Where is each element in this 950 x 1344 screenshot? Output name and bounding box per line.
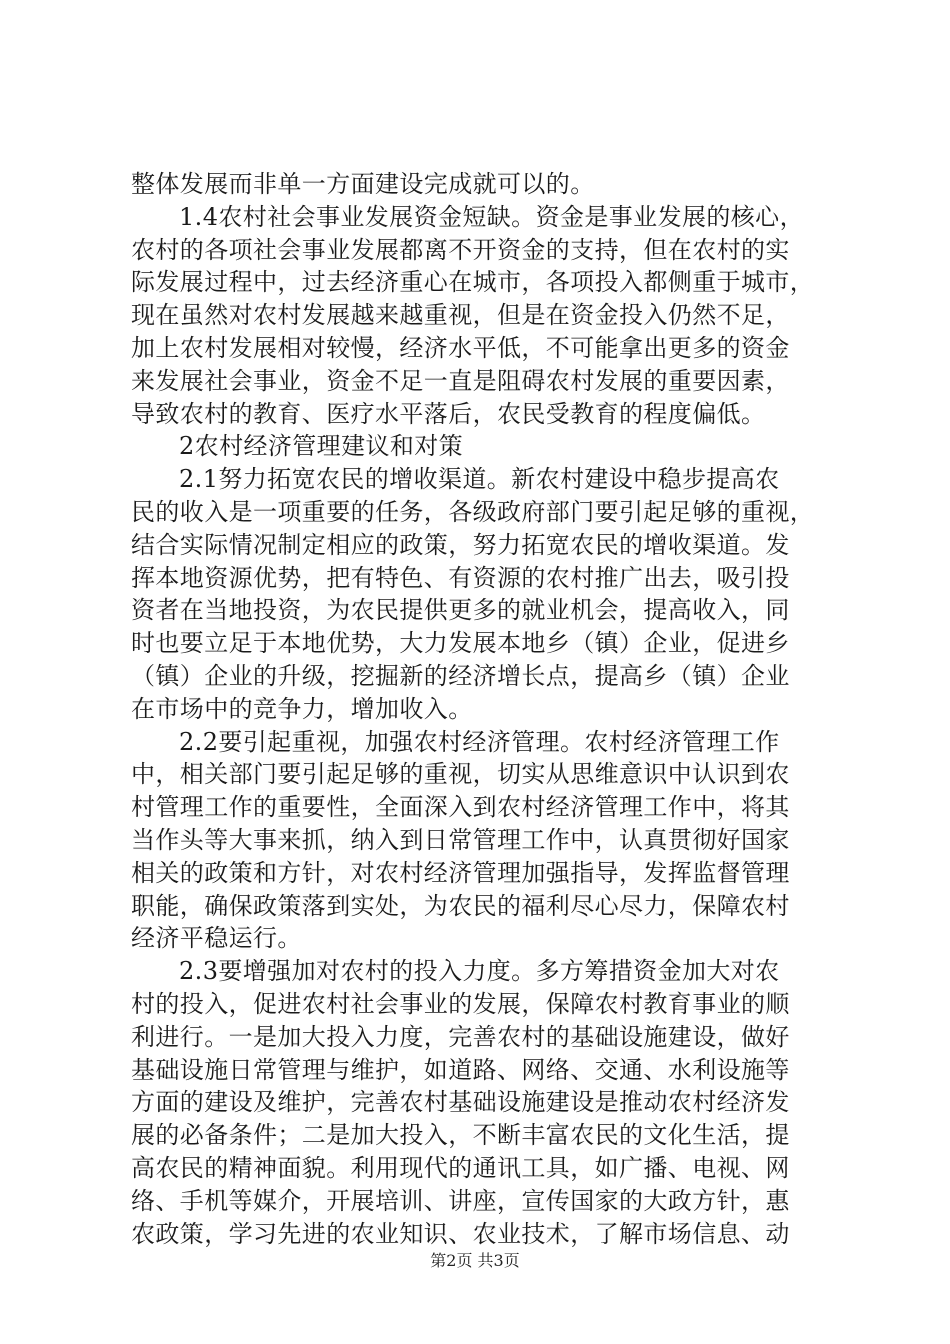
text-line: 导致农村的教育、医疗水平落后，农民受教育的程度偏低。 <box>131 399 766 428</box>
text-line: 经济平稳运行。 <box>131 924 302 953</box>
text-line: 际发展过程中，过去经济重心在城市，各项投入都侧重于城市， <box>131 268 815 297</box>
text-line: 农政策，学习先进的农业知识、农业技术，了解市场信息、动 <box>131 1219 790 1248</box>
text-line: 结合实际情况制定相应的政策，努力拓宽农民的增收渠道。发 <box>131 530 790 559</box>
text-line: 来发展社会事业，资金不足一直是阻碍农村发展的重要因素， <box>131 366 790 395</box>
text-line: 络、手机等媒介，开展培训、讲座，宣传国家的大政方针，惠 <box>131 1186 790 1215</box>
text-line: 整体发展而非单一方面建设完成就可以的。 <box>131 170 595 198</box>
text-line: 民的收入是一项重要的任务，各级政府部门要引起足够的重视， <box>131 497 815 526</box>
text-line: 2.3要增强加对农村的投入力度。多方筹措资金加大对农 <box>179 957 780 986</box>
text-line: 展的必备条件；二是加大投入，不断丰富农民的文化生活，提 <box>131 1121 790 1150</box>
text-line: 2.1努力拓宽农民的增收渠道。新农村建设中稳步提高农 <box>179 465 780 494</box>
text-line: 高农民的精神面貌。利用现代的通讯工具，如广播、电视、网 <box>131 1153 790 1182</box>
text-line: 村的投入，促进农村社会事业的发展，保障农村教育事业的顺 <box>131 989 790 1018</box>
text-line: 农村的各项社会事业发展都离不开资金的支持，但在农村的实 <box>131 235 790 264</box>
text-line: 2.2要引起重视，加强农村经济管理。农村经济管理工作 <box>179 727 780 756</box>
text-line: 挥本地资源优势，把有特色、有资源的农村推广出去，吸引投 <box>131 563 790 592</box>
text-line: 当作头等大事来抓，纳入到日常管理工作中，认真贯彻好国家 <box>131 825 790 854</box>
text-line: 职能，确保政策落到实处，为农民的福利尽心尽力，保障农村 <box>131 891 790 920</box>
text-line: 利进行。一是加大投入力度，完善农村的基础设施建设，做好 <box>131 1022 790 1051</box>
text-line: 现在虽然对农村发展越来越重视，但是在资金投入仍然不足， <box>131 301 790 330</box>
document-body <box>131 168 831 1250</box>
text-line: 相关的政策和方针，对农村经济管理加强指导，发挥监督管理 <box>131 858 790 887</box>
text-line: 村管理工作的重要性，全面深入到农村经济管理工作中，将其 <box>131 793 790 822</box>
text-line: 时也要立足于本地优势，大力发展本地乡（镇）企业，促进乡 <box>131 629 790 658</box>
text-line: 2农村经济管理建议和对策 <box>179 432 464 461</box>
text-line: 在市场中的竞争力，增加收入。 <box>131 694 473 723</box>
text-line: 中，相关部门要引起足够的重视，切实从思维意识中认识到农 <box>131 760 790 789</box>
text-line: 加上农村发展相对较慢，经济水平低，不可能拿出更多的资金 <box>131 333 790 362</box>
text-line: 方面的建设及维护，完善农村基础设施建设是推动农村经济发 <box>131 1088 790 1117</box>
text-line: （镇）企业的升级，挖掘新的经济增长点，提高乡（镇）企业 <box>131 661 790 690</box>
text-line: 基础设施日常管理与维护，如道路、网络、交通、水利设施等 <box>131 1055 790 1084</box>
text-line: 资者在当地投资，为农民提供更多的就业机会，提高收入，同 <box>131 596 790 625</box>
page-footer: 第2页 共3页 <box>430 1251 520 1270</box>
text-line: 1.4农村社会事业发展资金短缺。资金是事业发展的核心， <box>179 202 804 231</box>
